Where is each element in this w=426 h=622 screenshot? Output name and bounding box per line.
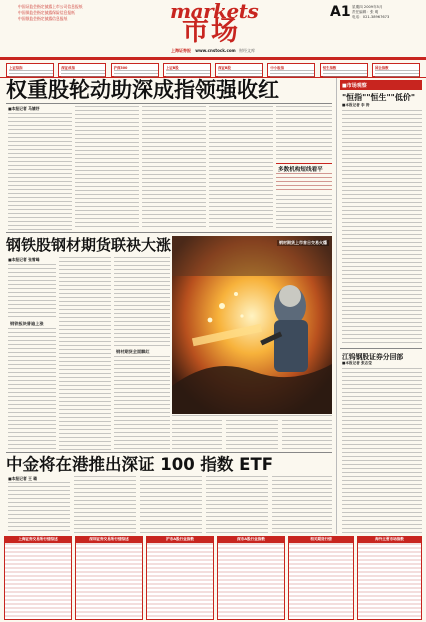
index-ticker-strip <box>0 62 426 78</box>
ticker-label: 深证B股 <box>218 66 231 70</box>
table-futures <box>288 536 354 620</box>
sidebar-column-bar <box>340 80 422 90</box>
ticker-values <box>114 70 158 77</box>
etf-byline: ■本报记者 王 璐 <box>8 476 38 481</box>
steel-byline: ■本报记者 张雪峰 <box>8 257 40 262</box>
main-body-col-1 <box>8 113 72 230</box>
etf-body-col-5 <box>272 476 332 534</box>
steel-photo-image <box>172 236 332 414</box>
section-name-en: markets <box>170 0 259 23</box>
steel-body-col-3b <box>114 356 170 450</box>
ticker-label: 国企指数 <box>374 66 389 70</box>
masthead-info <box>352 5 422 20</box>
divider <box>276 163 332 164</box>
masthead-note: 中国证监会指定披露上市公司信息报纸 <box>18 4 83 9</box>
sidebar-second-author: ■本报记者 张志莹 <box>342 361 372 365</box>
divider <box>6 452 332 453</box>
table-title: 深市A股行业指数 <box>217 536 285 542</box>
date-line: 星期四 2009年5月 <box>352 5 383 9</box>
ticker-cell <box>372 63 420 77</box>
sidebar-body-2 <box>342 368 422 534</box>
table-overseas <box>357 536 422 620</box>
main-body-col-4 <box>209 106 273 230</box>
divider <box>340 348 422 349</box>
photo-caption: 钢材期货上市首日交易火爆 <box>279 240 327 245</box>
masthead-notes <box>18 4 158 22</box>
sidebar-title: "恒指""恒生""低价" <box>342 93 416 102</box>
steel-photo <box>172 236 332 414</box>
etf-body-col-2 <box>74 476 136 534</box>
table-title: 深圳证券交易所行情综述 <box>75 536 143 542</box>
main-byline: ■本报记者 马婧妤 <box>8 106 40 111</box>
main-body-col-2 <box>75 106 139 230</box>
table-sz-industry <box>217 536 285 620</box>
multi-view-body <box>276 195 332 230</box>
steel-subhead-1: 钢铁板块普遍上涨 <box>10 321 44 326</box>
masthead-note: 中国保监会指定披露保险信息报纸 <box>18 10 75 15</box>
website-suffix: 财经文库 <box>239 48 256 53</box>
main-body-col-3 <box>142 106 206 230</box>
ticker-values <box>270 70 314 77</box>
ticker-label: 恒生指数 <box>322 66 337 70</box>
ticker-cell <box>163 63 211 77</box>
ticker-cell <box>215 63 263 77</box>
etf-body-col-4 <box>206 476 268 534</box>
divider <box>6 232 332 233</box>
masthead-note: 中国银监会指定披露信息报纸 <box>18 16 68 21</box>
main-body-col-5 <box>276 106 332 161</box>
ticker-label: 沪深300 <box>113 66 128 70</box>
main-headline: 权重股轮动助深成指领强收红 <box>6 78 279 102</box>
ticker-values <box>323 70 367 77</box>
table-title: 海外主要市场指数 <box>357 536 422 542</box>
ticker-values <box>9 70 53 77</box>
sidebar-column-title: ■市场观察 <box>342 83 367 89</box>
ticker-label: 深证成指 <box>61 66 75 70</box>
table-body <box>146 542 214 620</box>
website[interactable]: www.cnstock.com <box>195 48 236 53</box>
table-sz-summary <box>75 536 143 620</box>
multi-view-lead <box>276 173 332 193</box>
multi-view-subhead: 多数机构短线看平 <box>278 167 323 173</box>
masthead-rule <box>0 57 426 60</box>
table-title: 相关期货行情 <box>288 536 354 542</box>
divider <box>6 103 332 104</box>
ticker-cell <box>267 63 315 77</box>
ticker-values <box>375 70 419 77</box>
table-title: 上海证券交易所行情综述 <box>4 536 72 542</box>
ticker-label: 上证综指 <box>9 66 23 70</box>
sidebar-divider <box>336 78 337 534</box>
phone-line: 电话：021-38967673 <box>352 15 390 19</box>
paper-name: 上海证券报 <box>171 48 191 53</box>
ticker-values <box>61 70 105 77</box>
etf-body-col-1 <box>8 482 70 534</box>
steel-body-col-1b <box>8 328 56 450</box>
table-body <box>217 542 285 620</box>
masthead <box>0 0 426 62</box>
ticker-cell <box>111 63 159 77</box>
sidebar-second-title: 江钨钢股证券分回部 <box>342 353 404 361</box>
steel-body-col-3a <box>114 257 170 347</box>
ticker-cell <box>58 63 106 77</box>
sidebar-body-1 <box>342 110 422 346</box>
masthead-paper-line <box>171 48 291 54</box>
sidebar-author: ■本报记者 李 涛 <box>342 103 370 107</box>
steel-body-col-2 <box>59 257 111 450</box>
steel-body-col-6 <box>282 420 332 450</box>
table-body <box>4 542 72 620</box>
table-title: 沪市A股行业指数 <box>146 536 214 542</box>
table-sh-summary <box>4 536 72 620</box>
ticker-label: 上证B股 <box>165 66 179 70</box>
table-body <box>288 542 354 620</box>
ticker-values <box>166 70 210 77</box>
photo-credit-line <box>172 415 332 418</box>
ticker-values <box>218 70 262 77</box>
steel-body-col-1a <box>8 264 56 320</box>
ticker-cell <box>320 63 368 77</box>
section-name-cn: 市场 <box>182 16 240 47</box>
steel-subhead-2: 钢材期货全面飘红 <box>116 349 150 354</box>
editor-line: 责任编辑：张 明 <box>352 10 379 14</box>
market-tables <box>0 536 426 622</box>
ticker-cell <box>6 63 54 77</box>
etf-headline: 中金将在港推出深证 100 指数 ETF <box>6 455 273 474</box>
page-number: A1 <box>330 4 351 20</box>
ticker-label: 中小板指 <box>270 66 284 70</box>
steel-body-col-4 <box>172 420 222 450</box>
etf-body-col-3 <box>140 476 202 534</box>
table-sh-industry <box>146 536 214 620</box>
table-body <box>75 542 143 620</box>
table-body <box>357 542 422 620</box>
steel-headline: 钢铁股钢材期货联袂大涨 <box>6 236 172 254</box>
steel-body-col-5 <box>226 420 278 450</box>
